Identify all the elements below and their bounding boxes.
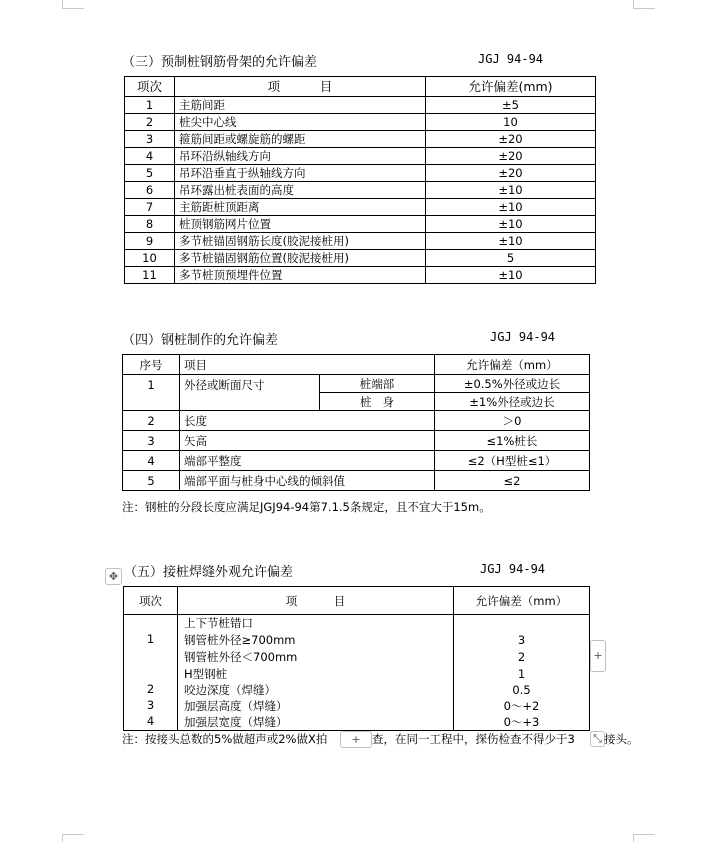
cell-item: 桩尖中心线	[175, 114, 426, 131]
cell-item: 端部平面与桩身中心线的倾斜值	[180, 471, 435, 491]
cell-no: 4	[146, 714, 155, 728]
section5-title: （五）接桩焊缝外观允许偏差	[124, 565, 294, 580]
table-row	[123, 471, 590, 491]
cell-item: 多节桩锚固钢筋位置(胶泥接桩用)	[175, 250, 426, 267]
table-row	[125, 267, 596, 284]
cell-value: ±10	[426, 267, 596, 284]
header-cell: 序号	[123, 355, 180, 375]
cell-value: ±20	[426, 148, 596, 165]
cell-item: 钢管桩外径＜700mm	[184, 650, 298, 664]
cell-sub-item: 桩端部	[320, 375, 435, 393]
page-corner-mark	[633, 8, 655, 9]
section4-title: （四）钢桩制作的允许偏差	[122, 333, 279, 348]
cell-no-column	[124, 615, 178, 731]
cell-item: 多节桩锚固钢筋长度(胶泥接桩用)	[175, 233, 426, 250]
cell-value: ＞0	[435, 411, 590, 431]
page-corner-mark	[62, 834, 63, 842]
table-row	[125, 250, 596, 267]
cell-value: ±5	[426, 97, 596, 114]
table-row	[125, 131, 596, 148]
header-cell: 允许偏差（mm）	[454, 587, 590, 615]
table-header-row	[123, 355, 590, 375]
section5-note-part2: 查，在同一工程中，探伤检查不得少于3	[372, 732, 575, 746]
header-cell: 项目	[180, 355, 435, 375]
cell-item: 多节桩顶预埋件位置	[175, 267, 426, 284]
table-row	[123, 411, 590, 431]
cell-no: 5	[123, 471, 180, 491]
cell-no: 5	[125, 165, 175, 182]
cell-no: 2	[123, 411, 180, 431]
cell-item: 主筋距桩顶距离	[175, 199, 426, 216]
header-cell: 项次	[125, 77, 175, 97]
cell-item: 吊环露出桩表面的高度	[175, 182, 426, 199]
cell-no: 6	[125, 182, 175, 199]
cell-no: 2	[146, 682, 155, 696]
section5-note-part1: 注：按接头总数的5%做超声或2%做X拍	[122, 732, 328, 746]
cell-value: ≤1%桩长	[435, 431, 590, 451]
cell-value: 1	[517, 667, 526, 681]
cell-no: 7	[125, 199, 175, 216]
cell-item: 加强层宽度（焊缝）	[184, 715, 288, 729]
cell-no: 1	[125, 97, 175, 114]
cell-item: 咬边深度（焊缝）	[184, 683, 276, 697]
header-cell: 允许偏差(mm)	[426, 77, 596, 97]
table-row	[125, 148, 596, 165]
table-row	[123, 431, 590, 451]
cell-item: 箍筋间距或螺旋筋的螺距	[175, 131, 426, 148]
table-row	[125, 182, 596, 199]
cell-value: ±0.5%外径或边长	[435, 375, 590, 393]
cell-value: 5	[426, 250, 596, 267]
cell-value-column	[454, 615, 590, 731]
cell-item: 主筋间距	[175, 97, 426, 114]
cell-no: 4	[123, 451, 180, 471]
page-corner-mark	[62, 8, 84, 9]
cell-value: 0～+2	[503, 699, 540, 713]
header-cell: 项次	[124, 587, 178, 615]
header-cell: 项 目	[178, 587, 454, 615]
cell-no: 11	[125, 267, 175, 284]
cell-item: 吊环沿纵轴线方向	[175, 148, 426, 165]
table-row	[125, 216, 596, 233]
table-resize-handle-icon[interactable]: ⤡	[590, 731, 605, 747]
cell-value: 10	[426, 114, 596, 131]
table-move-handle-icon[interactable]: ✥	[105, 568, 122, 585]
add-row-button[interactable]: +	[340, 731, 372, 748]
cell-no: 2	[125, 114, 175, 131]
table-header-row	[125, 77, 596, 97]
table-row	[125, 233, 596, 250]
table-row	[124, 615, 590, 731]
cell-no: 10	[125, 250, 175, 267]
cell-item-column	[178, 615, 454, 731]
cell-item: 外径或断面尺寸	[180, 375, 320, 411]
header-cell: 允许偏差（mm）	[435, 355, 590, 375]
cell-item: 桩顶钢筋网片位置	[175, 216, 426, 233]
page-corner-mark	[633, 834, 634, 842]
table-row	[123, 451, 590, 471]
cell-value: 0～+3	[503, 715, 540, 729]
cell-value: 2	[517, 650, 526, 664]
section5-table	[123, 586, 590, 731]
cell-item: 矢高	[180, 431, 435, 451]
cell-value: ±20	[426, 131, 596, 148]
page-corner-mark	[633, 834, 655, 835]
cell-value: ≤2（H型桩≤1）	[435, 451, 590, 471]
table-row	[125, 97, 596, 114]
cell-item: 长度	[180, 411, 435, 431]
header-cell: 项 目	[175, 77, 426, 97]
table-row	[123, 375, 590, 393]
table-header-row	[124, 587, 590, 615]
table-row	[125, 165, 596, 182]
cell-no: 8	[125, 216, 175, 233]
page-corner-mark	[62, 0, 63, 8]
cell-sub-item: 桩 身	[320, 393, 435, 411]
add-column-button[interactable]: +	[590, 640, 606, 672]
cell-value: ±1%外径或边长	[435, 393, 590, 411]
cell-no: 3	[123, 431, 180, 451]
cell-no: 9	[125, 233, 175, 250]
cell-item: 端部平整度	[180, 451, 435, 471]
cell-item: 加强层高度（焊缝）	[184, 699, 288, 713]
cell-item: H型钢桩	[184, 667, 228, 681]
cell-item: 上下节桩错口	[184, 616, 253, 630]
page-corner-mark	[633, 0, 634, 8]
section4-note: 注：钢桩的分段长度应满足JGJ94-94第7.1.5条规定，且不宜大于15m。	[122, 500, 491, 514]
cell-value: 0.5	[512, 683, 531, 697]
section3-table	[124, 76, 596, 284]
cell-value: ≤2	[435, 471, 590, 491]
cell-value: ±10	[426, 216, 596, 233]
cell-no: 1	[123, 375, 180, 411]
cell-value: ±10	[426, 199, 596, 216]
cell-item: 吊环沿垂直于纵轴线方向	[175, 165, 426, 182]
table-row	[125, 114, 596, 131]
table-row	[125, 199, 596, 216]
cell-no: 4	[125, 148, 175, 165]
section5-note-part3: 接头。	[604, 732, 639, 746]
cell-no: 3	[125, 131, 175, 148]
cell-no: 3	[146, 698, 155, 712]
cell-value: ±20	[426, 165, 596, 182]
section4-table	[122, 354, 590, 491]
section5-code: JGJ 94-94	[480, 562, 546, 576]
cell-value: ±10	[426, 182, 596, 199]
cell-value: 3	[517, 633, 526, 647]
section4-code: JGJ 94-94	[490, 330, 556, 344]
section3-code: JGJ 94-94	[478, 52, 544, 66]
cell-item: 钢管桩外径≥700mm	[184, 633, 296, 647]
cell-no: 1	[146, 632, 155, 646]
cell-value: ±10	[426, 233, 596, 250]
page-corner-mark	[62, 834, 84, 835]
section3-title: （三）预制桩钢筋骨架的允许偏差	[122, 55, 318, 70]
